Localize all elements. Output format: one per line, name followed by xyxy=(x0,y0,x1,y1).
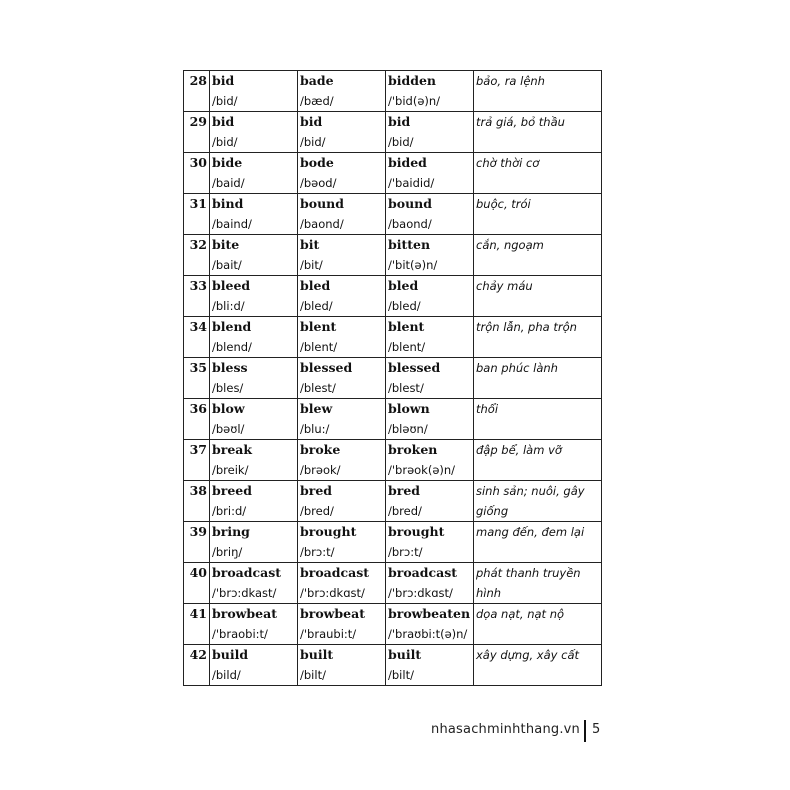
verb-number: 31 xyxy=(184,194,210,215)
past-simple: bid xyxy=(298,112,386,133)
past-simple: bound xyxy=(298,194,386,215)
verb-entry xyxy=(184,235,602,276)
past-simple: built xyxy=(298,645,386,666)
verb-number-blank xyxy=(184,91,210,112)
verb-number: 42 xyxy=(184,645,210,666)
base-ipa: /blend/ xyxy=(210,337,298,358)
past-participle: bidden xyxy=(386,71,474,92)
verb-ipa-row xyxy=(184,337,602,358)
past-simple: bode xyxy=(298,153,386,174)
past-ipa: /bred/ xyxy=(298,501,386,522)
verb-number: 37 xyxy=(184,440,210,461)
past-ipa: /blest/ xyxy=(298,378,386,399)
verb-entry xyxy=(184,522,602,563)
past-ipa: /baond/ xyxy=(298,214,386,235)
base-ipa: /bli:d/ xyxy=(210,296,298,317)
verb-number: 29 xyxy=(184,112,210,133)
base-form: broadcast xyxy=(210,563,298,584)
meaning: thổi xyxy=(474,399,602,420)
base-ipa: /'brɔ:dkast/ xyxy=(210,583,298,604)
verb-form-row xyxy=(184,440,602,461)
verb-number: 34 xyxy=(184,317,210,338)
past-participle: browbeaten xyxy=(386,604,474,625)
verb-form-row xyxy=(184,71,602,92)
verb-number-blank xyxy=(184,542,210,563)
pp-ipa: /blent/ xyxy=(386,337,474,358)
verb-ipa-row xyxy=(184,460,602,481)
verb-number: 28 xyxy=(184,71,210,92)
pp-ipa: /blest/ xyxy=(386,378,474,399)
past-ipa: /bid/ xyxy=(298,132,386,153)
pp-ipa: /bid/ xyxy=(386,132,474,153)
verb-form-row xyxy=(184,399,602,420)
verb-number-blank xyxy=(184,665,210,686)
past-ipa: /'brɔ:dkɑst/ xyxy=(298,583,386,604)
verb-entry xyxy=(184,71,602,112)
base-form: blend xyxy=(210,317,298,338)
pp-ipa: /bred/ xyxy=(386,501,474,522)
verb-number: 39 xyxy=(184,522,210,543)
meaning: đập bể, làm vỡ xyxy=(474,440,602,461)
past-simple: bred xyxy=(298,481,386,502)
meaning-continued xyxy=(474,460,602,481)
past-participle: built xyxy=(386,645,474,666)
verb-form-row xyxy=(184,358,602,379)
verb-number: 35 xyxy=(184,358,210,379)
footer-separator xyxy=(584,720,586,742)
base-form: breed xyxy=(210,481,298,502)
past-ipa: /bilt/ xyxy=(298,665,386,686)
meaning-continued xyxy=(474,337,602,358)
pp-ipa: /bled/ xyxy=(386,296,474,317)
page-number: 5 xyxy=(592,722,601,737)
verb-ipa-row xyxy=(184,419,602,440)
pp-ipa: /'brɔ:dkɑst/ xyxy=(386,583,474,604)
verb-entry xyxy=(184,399,602,440)
meaning: ban phúc lành xyxy=(474,358,602,379)
verb-entry xyxy=(184,358,602,399)
pp-ipa: /'bit(ə)n/ xyxy=(386,255,474,276)
meaning-continued xyxy=(474,419,602,440)
pp-ipa: /'braʊbi:t(ə)n/ xyxy=(386,624,474,645)
verb-number-blank xyxy=(184,378,210,399)
meaning-continued xyxy=(474,665,602,686)
verb-form-row xyxy=(184,112,602,133)
past-participle: bound xyxy=(386,194,474,215)
past-simple: brought xyxy=(298,522,386,543)
past-participle: bided xyxy=(386,153,474,174)
verb-ipa-row xyxy=(184,378,602,399)
verb-form-row xyxy=(184,194,602,215)
verb-ipa-row xyxy=(184,132,602,153)
meaning-continued xyxy=(474,296,602,317)
verb-entry xyxy=(184,440,602,481)
verb-form-row xyxy=(184,604,602,625)
pp-ipa: /'baidid/ xyxy=(386,173,474,194)
past-simple: broadcast xyxy=(298,563,386,584)
past-simple: broke xyxy=(298,440,386,461)
meaning-continued xyxy=(474,624,602,645)
meaning-continued xyxy=(474,173,602,194)
past-ipa: /bæd/ xyxy=(298,91,386,112)
pp-ipa: /bilt/ xyxy=(386,665,474,686)
meaning: bảo, ra lệnh xyxy=(474,71,602,92)
base-form: bid xyxy=(210,71,298,92)
pp-ipa: /'bid(ə)n/ xyxy=(386,91,474,112)
meaning-continued xyxy=(474,542,602,563)
verb-form-row xyxy=(184,563,602,584)
pp-ipa: /brɔ:t/ xyxy=(386,542,474,563)
past-participle: bitten xyxy=(386,235,474,256)
verb-entry xyxy=(184,604,602,645)
verb-number: 33 xyxy=(184,276,210,297)
pp-ipa: /'brəok(ə)n/ xyxy=(386,460,474,481)
past-ipa: /bled/ xyxy=(298,296,386,317)
meaning: chờ thời cơ xyxy=(474,153,602,174)
verb-entry xyxy=(184,645,602,686)
verb-entry xyxy=(184,276,602,317)
base-form: blow xyxy=(210,399,298,420)
pp-ipa: /baond/ xyxy=(386,214,474,235)
verb-number: 36 xyxy=(184,399,210,420)
verb-number-blank xyxy=(184,501,210,522)
meaning: xây dựng, xây cất xyxy=(474,645,602,666)
base-form: bleed xyxy=(210,276,298,297)
past-ipa: /'braubi:t/ xyxy=(298,624,386,645)
verb-entry xyxy=(184,317,602,358)
meaning: chảy máu xyxy=(474,276,602,297)
past-simple: blew xyxy=(298,399,386,420)
verb-number: 40 xyxy=(184,563,210,584)
past-participle: blessed xyxy=(386,358,474,379)
base-ipa: /bid/ xyxy=(210,132,298,153)
past-ipa: /blu:/ xyxy=(298,419,386,440)
verb-form-row xyxy=(184,235,602,256)
base-form: break xyxy=(210,440,298,461)
past-participle: brought xyxy=(386,522,474,543)
irregular-verbs-table xyxy=(183,70,602,686)
past-participle: bred xyxy=(386,481,474,502)
past-participle: bled xyxy=(386,276,474,297)
meaning-continued xyxy=(474,91,602,112)
past-ipa: /brɔ:t/ xyxy=(298,542,386,563)
meaning-continued xyxy=(474,132,602,153)
base-ipa: /bles/ xyxy=(210,378,298,399)
past-participle: blown xyxy=(386,399,474,420)
verb-ipa-row xyxy=(184,624,602,645)
verb-ipa-row xyxy=(184,173,602,194)
base-form: bid xyxy=(210,112,298,133)
verb-ipa-row xyxy=(184,296,602,317)
verb-entry xyxy=(184,563,602,604)
base-ipa: /bid/ xyxy=(210,91,298,112)
past-participle: bid xyxy=(386,112,474,133)
verb-entry xyxy=(184,481,602,522)
past-simple: bit xyxy=(298,235,386,256)
past-participle: broken xyxy=(386,440,474,461)
base-form: bite xyxy=(210,235,298,256)
base-form: build xyxy=(210,645,298,666)
verb-number: 38 xyxy=(184,481,210,502)
verb-number-blank xyxy=(184,173,210,194)
meaning-continued xyxy=(474,255,602,276)
base-ipa: /baind/ xyxy=(210,214,298,235)
past-simple: blent xyxy=(298,317,386,338)
verb-number-blank xyxy=(184,460,210,481)
base-form: browbeat xyxy=(210,604,298,625)
meaning: buộc, trói xyxy=(474,194,602,215)
verb-ipa-row xyxy=(184,91,602,112)
past-ipa: /bəod/ xyxy=(298,173,386,194)
verb-ipa-row xyxy=(184,214,602,235)
verb-form-row xyxy=(184,153,602,174)
meaning: trộn lẫn, pha trộn xyxy=(474,317,602,338)
base-form: bide xyxy=(210,153,298,174)
past-ipa: /bit/ xyxy=(298,255,386,276)
verb-form-row xyxy=(184,645,602,666)
verb-form-row xyxy=(184,317,602,338)
base-form: bring xyxy=(210,522,298,543)
base-ipa: /bild/ xyxy=(210,665,298,686)
verb-entry xyxy=(184,194,602,235)
verb-number: 32 xyxy=(184,235,210,256)
meaning: cắn, ngoạm xyxy=(474,235,602,256)
meaning: trả giá, bỏ thầu xyxy=(474,112,602,133)
verb-number-blank xyxy=(184,419,210,440)
verb-ipa-row xyxy=(184,665,602,686)
verb-number-blank xyxy=(184,255,210,276)
base-ipa: /bəʊl/ xyxy=(210,419,298,440)
past-ipa: /brəok/ xyxy=(298,460,386,481)
past-participle: broadcast xyxy=(386,563,474,584)
verb-ipa-row xyxy=(184,255,602,276)
verb-number-blank xyxy=(184,214,210,235)
verb-number-blank xyxy=(184,624,210,645)
base-ipa: /bri:d/ xyxy=(210,501,298,522)
past-ipa: /blent/ xyxy=(298,337,386,358)
base-ipa: /bait/ xyxy=(210,255,298,276)
meaning-continued xyxy=(474,378,602,399)
verb-number: 30 xyxy=(184,153,210,174)
meaning: mang đến, đem lại xyxy=(474,522,602,543)
footer-site: nhasachminhthang.vn xyxy=(431,722,580,737)
past-simple: blessed xyxy=(298,358,386,379)
meaning-continued xyxy=(474,214,602,235)
verb-number: 41 xyxy=(184,604,210,625)
base-form: bless xyxy=(210,358,298,379)
page-footer xyxy=(0,722,600,742)
meaning-continued: hình xyxy=(474,583,602,604)
verb-form-row xyxy=(184,276,602,297)
meaning: dọa nạt, nạt nộ xyxy=(474,604,602,625)
base-ipa: /breik/ xyxy=(210,460,298,481)
base-ipa: /briŋ/ xyxy=(210,542,298,563)
past-simple: bade xyxy=(298,71,386,92)
meaning: phát thanh truyền xyxy=(474,563,602,584)
base-ipa: /baid/ xyxy=(210,173,298,194)
past-simple: bled xyxy=(298,276,386,297)
verb-form-row xyxy=(184,522,602,543)
verb-number-blank xyxy=(184,132,210,153)
verb-ipa-row xyxy=(184,583,602,604)
verb-entry xyxy=(184,153,602,194)
verb-entry xyxy=(184,112,602,153)
past-participle: blent xyxy=(386,317,474,338)
verb-ipa-row xyxy=(184,542,602,563)
base-ipa: /'braobi:t/ xyxy=(210,624,298,645)
verb-ipa-row xyxy=(184,501,602,522)
verb-number-blank xyxy=(184,296,210,317)
meaning-continued: giống xyxy=(474,501,602,522)
verb-number-blank xyxy=(184,583,210,604)
verb-form-row xyxy=(184,481,602,502)
meaning: sinh sản; nuôi, gây xyxy=(474,481,602,502)
past-simple: browbeat xyxy=(298,604,386,625)
pp-ipa: /bləʊn/ xyxy=(386,419,474,440)
verb-number-blank xyxy=(184,337,210,358)
base-form: bind xyxy=(210,194,298,215)
